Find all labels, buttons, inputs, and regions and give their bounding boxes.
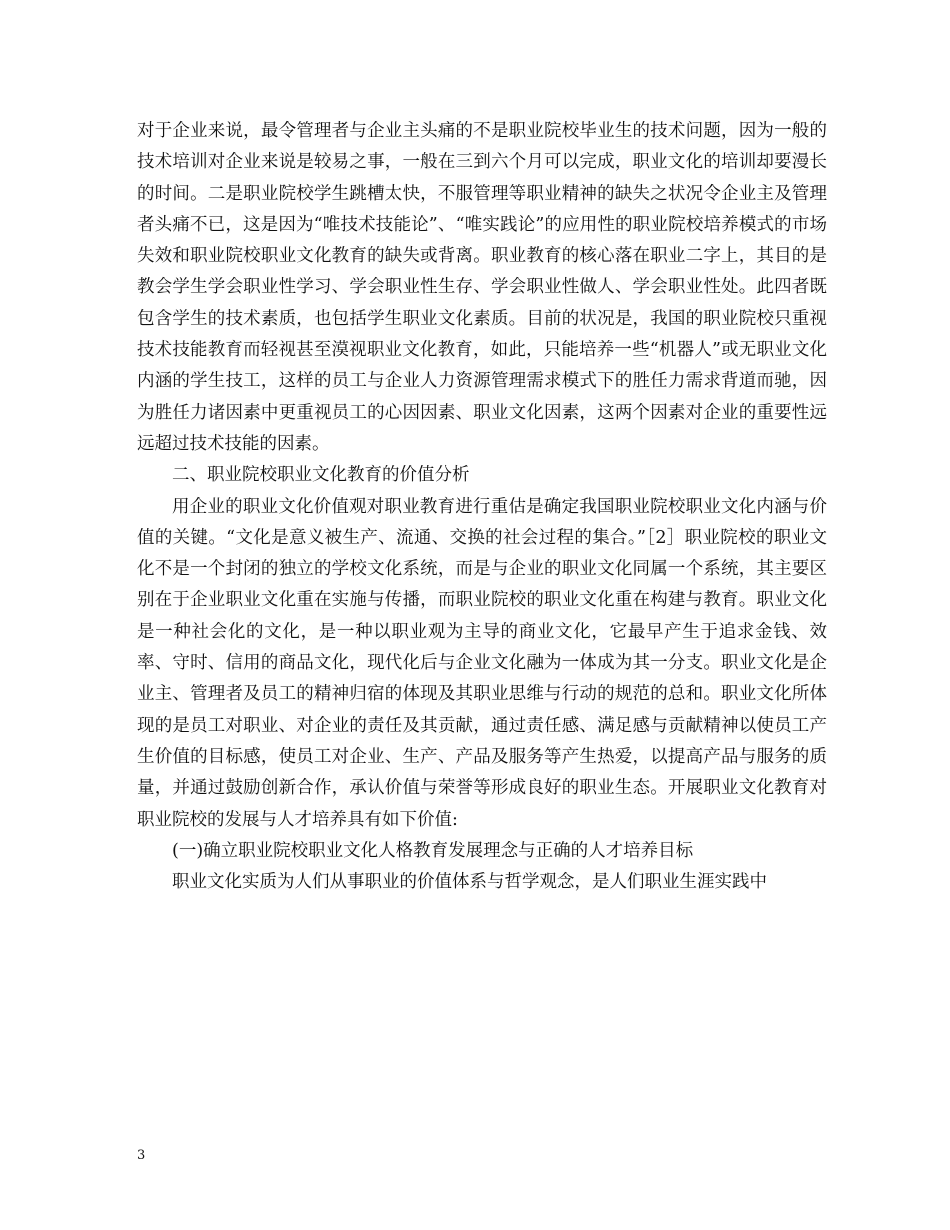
page-number: 3 [137, 1148, 146, 1163]
subsection-heading: (一)确立职业院校职业文化人格教育发展理念与正确的人才培养目标 [172, 840, 694, 861]
paragraph-value-analysis: 用企业的职业文化价值观对职业教育进行重估是确定我国职业院校职业文化内涵与价值的关键。“文化是意义被生产、流通、交换的社会过程的集合。”［2］职业院校的职业文化不是一个封闭的独立的学校文化系统，而是与企业的职业文化同属一个系统，其主要区别在于企业职业文化重在实施与传播，而职业院校的职业文化重在构建与教育。职业文化是一种社会化的文化，是一种以职业观为主导的商业文化，它最早产生于追求金钱、效率、守时、信用的商品文化，现代化后与企业文化融为一体成为其一分支。职业文化是企业主、管理者及员工的精神归宿的体现及其职业思维与行动的规范的总和。职业文化所体现的是员工对职业、对企业的责任及其贡献，通过责任感、满足感与贡献精神以使员工产生价值的目标感，使员工对企业、生产、产品及服务等产生热爱，以提高产品与服务的质量，并通过鼓励创新合作，承认价值与荣誉等形成良好的职业生态。开展职业文化教育对职业院校的发展与人才培养具有如下价值: [137, 496, 827, 830]
document-body [137, 116, 827, 898]
paragraph-professional-culture: 职业文化实质为人们从事职业的价值体系与哲学观念，是人们职业生涯实践中 [172, 872, 767, 893]
paragraph-continuation: 对于企业来说，最令管理者与企业主头痛的不是职业院校毕业生的技术问题，因为一般的技术培训对企业来说是较易之事，一般在三到六个月可以完成，职业文化的培训却要漫长的时间。二是职业院校学生跳槽太快，不服管理等职业精神的缺失之状况令企业主及管理者头痛不已，这是因为“唯技术技能论”、“唯实践论”的应用性的职业院校培养模式的市场失效和职业院校职业文化教育的缺失或背离。职业教育的核心落在职业二字上，其目的是教会学生学会职业性学习、学会职业性生存、学会职业性做人、学会职业性处。此四者既包含学生的技术素质，也包括学生职业文化素质。目前的状况是，我国的职业院校只重视技术技能教育而轻视甚至漠视职业文化教育，如此，只能培养一些“机器人”或无职业文化内涵的学生技工，这样的员工与企业人力资源管理需求模式下的胜任力需求背道而驰，因为胜任力诸因素中更重视员工的心因因素、职业文化因素，这两个因素对企业的重要性远远超过技术技能的因素。 [137, 121, 827, 454]
section-heading: 二、职业院校职业文化教育的价值分析 [172, 465, 470, 486]
